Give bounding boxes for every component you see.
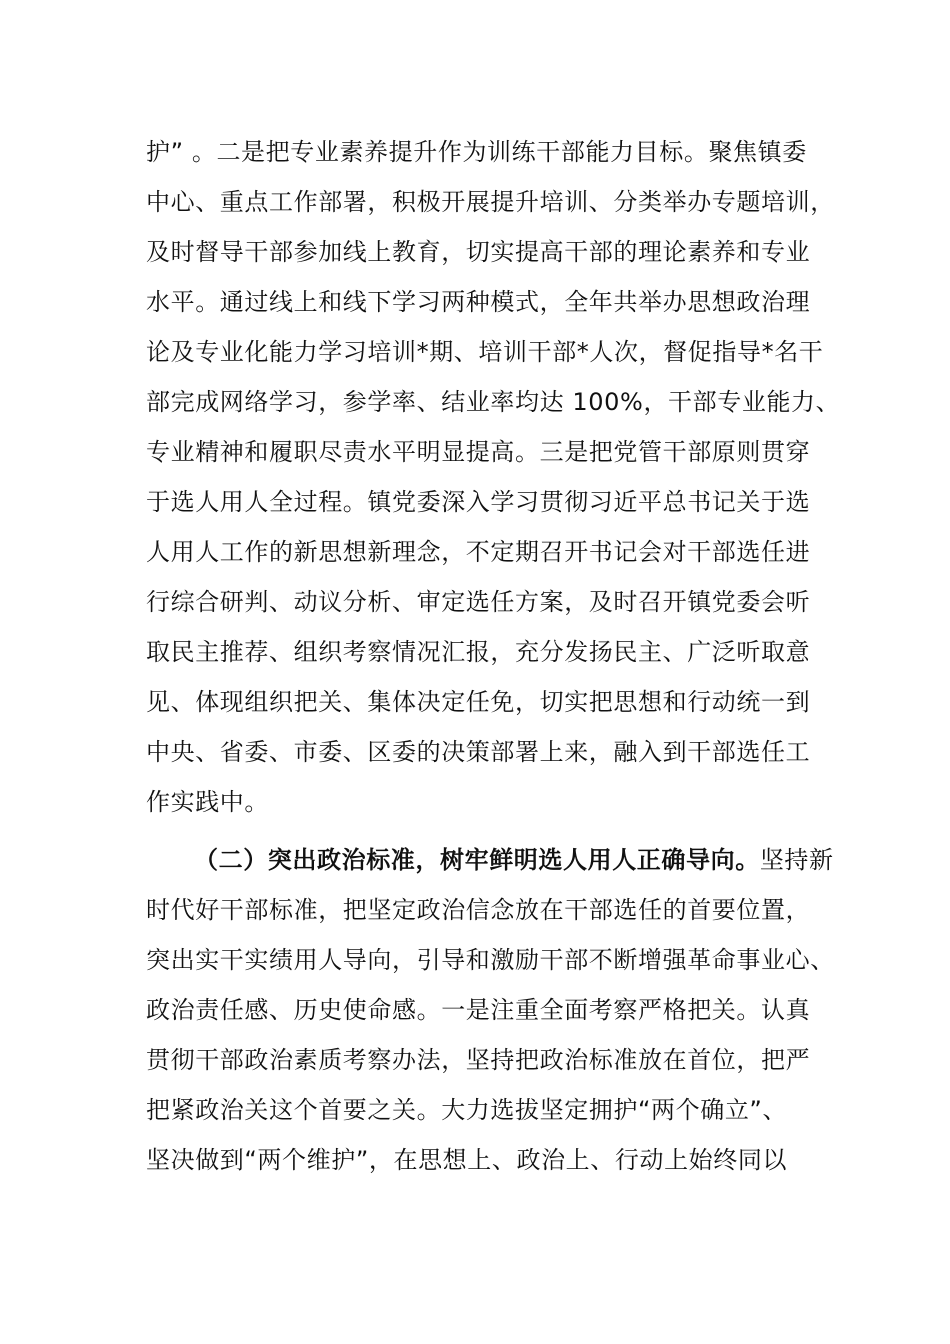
text-line: 于选人用人全过程。镇党委深入学习贯彻习近平总书记关于选 <box>146 488 811 516</box>
text-line: 专业精神和履职尽责水平明显提高。三是把党管干部原则贯穿 <box>146 438 811 466</box>
text-line: 论及专业化能力学习培训*期、培训干部*人次，督促指导*名干 <box>146 338 824 366</box>
text-line: 时代好干部标准，把坚定政治信念放在干部选任的首要位置， <box>146 896 811 924</box>
text-line: 突出实干实绩用人导向，引导和激励干部不断增强革命事业心、 <box>146 946 835 974</box>
text-line: 中心、重点工作部署，积极开展提升培训、分类举办专题培训， <box>146 188 835 216</box>
text-line: 护” 。二是把专业素养提升作为训练干部能力目标。聚焦镇委 <box>146 138 807 166</box>
text-line: 行综合研判、动议分析、审定选任方案，及时召开镇党委会听 <box>146 588 811 616</box>
text-line: 及时督导干部参加线上教育，切实提高干部的理论素养和专业 <box>146 238 811 266</box>
text-line: 取民主推荐、组织考察情况汇报，充分发扬民主、广泛听取意 <box>146 638 811 666</box>
text-line: 坚决做到“两个维护”，在思想上、政治上、行动上始终同以 <box>146 1146 788 1174</box>
text-line: 把紧政治关这个首要之关。大力选拔坚定拥护“两个确立”、 <box>146 1096 788 1124</box>
text-line: 作实践中。 <box>146 788 269 816</box>
text-line: 贯彻干部政治素质考察办法，坚持把政治标准放在首位，把严 <box>146 1046 811 1074</box>
heading-continuation: 坚持新 <box>759 846 834 874</box>
text-line: 部完成网络学习，参学率、结业率均达 100%，干部专业能力、 <box>146 388 841 416</box>
text-line: 见、体现组织把关、集体决定任免，切实把思想和行动统一到 <box>146 688 811 716</box>
text-line: 水平。通过线上和线下学习两种模式，全年共举办思想政治理 <box>146 288 811 316</box>
paragraph-2-first-line <box>194 844 834 876</box>
text-line: 人用人工作的新思想新理念，不定期召开书记会对干部选任进 <box>146 538 811 566</box>
text-line: 中央、省委、市委、区委的决策部署上来，融入到干部选任工 <box>146 738 811 766</box>
text-line: 政治责任感、历史使命感。一是注重全面考察严格把关。认真 <box>146 996 811 1024</box>
section-heading: （二）突出政治标准，树牢鲜明选人用人正确导向。 <box>194 846 760 874</box>
